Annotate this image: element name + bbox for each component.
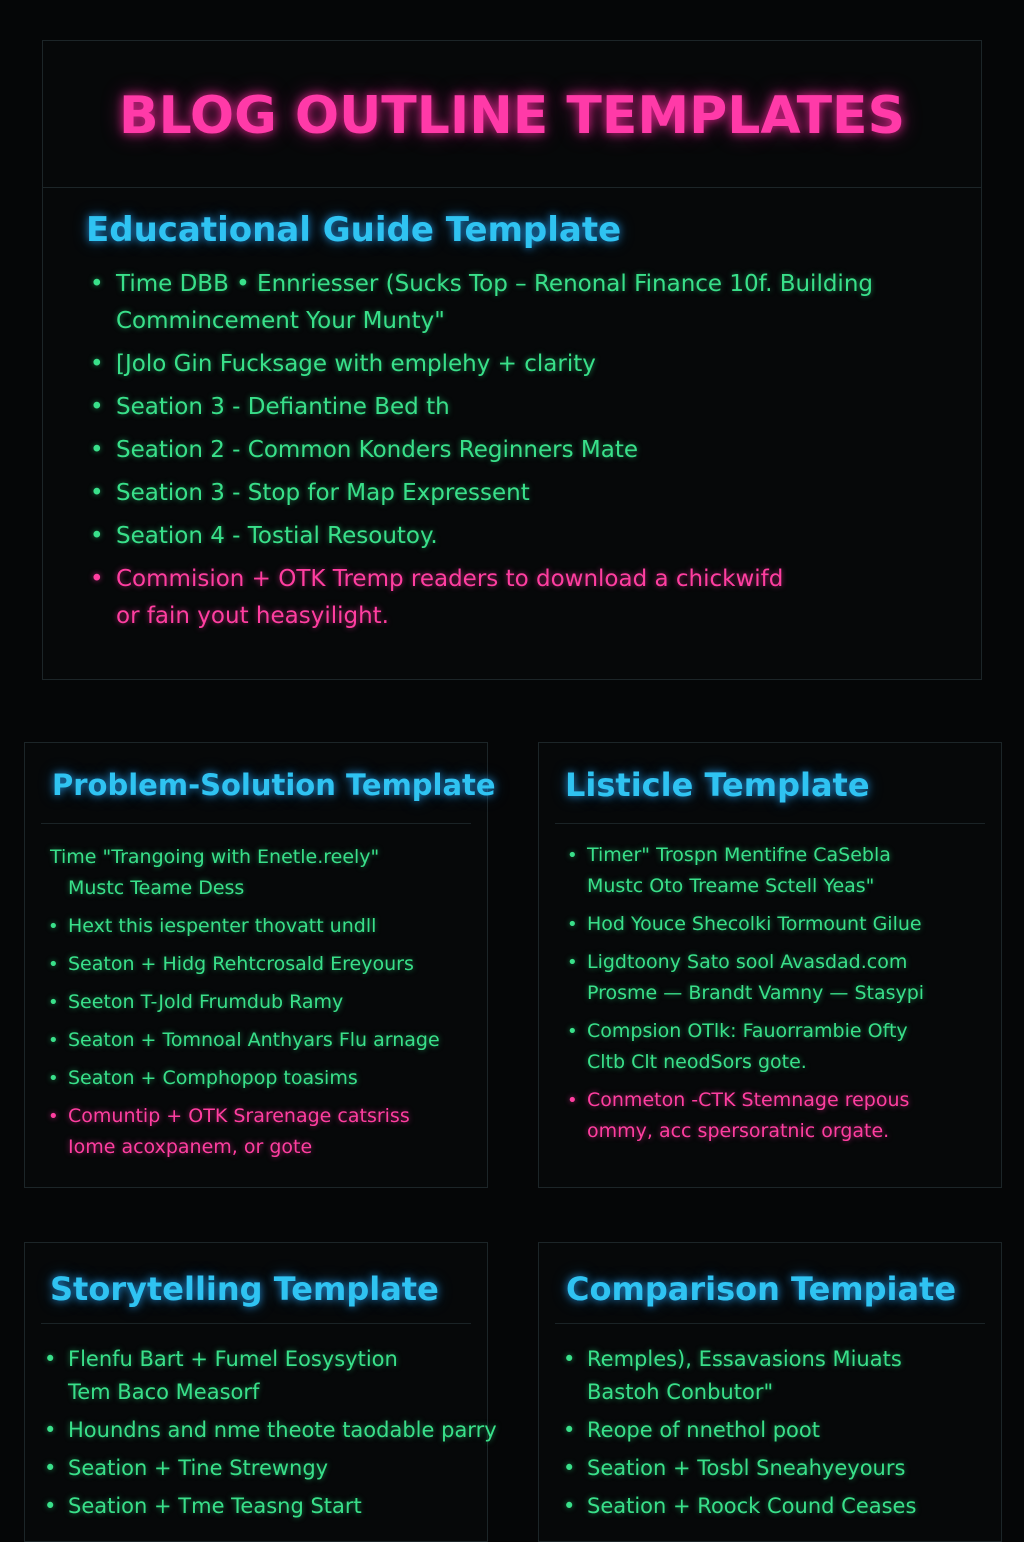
list-item	[116, 475, 966, 512]
list-item-line: • Seation 2 - Common Konders Reginners Mate	[116, 437, 639, 463]
list-item	[116, 561, 966, 635]
divider	[41, 823, 471, 824]
listicle-title: Listicle Template	[565, 766, 870, 804]
divider	[41, 1323, 471, 1324]
list-item	[587, 947, 997, 1009]
list-item-line: • Seeton T-Jold Frumdub Ramy	[68, 991, 344, 1013]
list-item	[68, 1025, 478, 1056]
list-item	[587, 1414, 997, 1447]
list-item-line: Cltb Clt neodSors gote.	[587, 1051, 807, 1073]
list-item	[116, 346, 966, 383]
storytelling-list	[68, 1343, 497, 1528]
list-item-line: Bastoh Conbutor"	[587, 1380, 774, 1404]
list-lead-line: Time "Trangoing with Enetle.reely"	[50, 846, 380, 868]
list-item-line: or fain yout heasyilight.	[116, 603, 389, 629]
educational-guide-list	[116, 266, 966, 641]
list-item	[68, 949, 478, 980]
list-item-line: Mustc Oto Treame Sctell Yeas"	[587, 875, 875, 897]
list-item-line: • Flenfu Bart + Fumel Eosysytion	[68, 1347, 398, 1371]
list-item-line: Commincement Your Munty"	[116, 308, 445, 334]
list-item-line: • Conmeton -CTK Stemnage repous	[587, 1089, 910, 1111]
list-item	[68, 1490, 478, 1523]
list-item-line: • Seation + Tine Strewngy	[68, 1456, 329, 1480]
list-item-line: • Commision + OTK Tremp readers to download a chickwifd	[116, 566, 784, 592]
divider	[555, 823, 985, 824]
list-item	[68, 1063, 478, 1094]
list-item	[587, 1452, 997, 1485]
list-item-line: Prosme — Brandt Vamny — Stasypi	[587, 982, 925, 1004]
page-title: BLOG OUTLINE TEMPLATES	[118, 86, 906, 146]
problem-solution-title: Problem-Solution Template	[52, 768, 496, 802]
list-item-line: • Comuntip + OTK Srarenage catsriss	[68, 1105, 410, 1127]
list-item-line: • Compsion OTlk: Fauorrambie Ofty	[587, 1020, 908, 1042]
divider	[555, 1323, 985, 1324]
list-item-line: • Hod Youce Shecolki Tormount Gilue	[587, 913, 922, 935]
comparison-title: Comparison Tempiate	[566, 1270, 957, 1308]
list-item	[68, 987, 478, 1018]
list-item-line: • Remples), Essavasions Miuats	[587, 1347, 902, 1371]
list-lead	[50, 842, 460, 904]
list-item	[116, 518, 966, 555]
list-item	[587, 1085, 997, 1147]
listicle-list	[587, 840, 997, 1154]
list-item-line: • Seation 4 - Tostial Resoutoy.	[116, 523, 438, 549]
list-item-line: • Timer" Trospn Mentifne CaSebla	[587, 844, 891, 866]
list-item-line: • Reope of nnethol poot	[587, 1418, 820, 1442]
list-item-line: ommy, acc spersoratnic orgate.	[587, 1120, 890, 1142]
list-item-line: • Houndns and nme theote taodable parry	[68, 1418, 497, 1442]
list-item-line: • Seaton + Comphopop toasims	[68, 1067, 358, 1089]
list-item	[587, 1490, 997, 1523]
list-lead-line: Mustc Teame Dess	[68, 877, 245, 899]
list-item-line: • Seation + Roock Cound Ceases	[587, 1494, 917, 1518]
list-item-line: • Seation + Tosbl Sneahyeyours	[587, 1456, 906, 1480]
educational-guide-title: Educational Guide Template	[86, 210, 622, 250]
list-item	[68, 911, 478, 942]
list-item	[587, 909, 997, 940]
list-item	[116, 432, 966, 469]
list-item	[116, 266, 966, 340]
storytelling-title: Storytelling Template	[50, 1270, 439, 1308]
list-item	[587, 1016, 997, 1078]
comparison-list	[587, 1343, 997, 1528]
list-item	[587, 840, 997, 902]
problem-solution-list	[50, 842, 478, 1170]
list-item	[68, 1414, 497, 1447]
list-item-line: Iome acoxpanem, or gote	[68, 1136, 313, 1158]
list-item-line: • Seaton + Hidg Rehtcrosald Ereyours	[68, 953, 414, 975]
list-item-line: • Time DBB • Ennriesser (Sucks Top – Renonal Finance 10f. Building	[116, 271, 874, 297]
list-item	[587, 1343, 997, 1409]
list-item-line: • Seation + Tme Teasng Start	[68, 1494, 362, 1518]
list-item	[68, 1343, 478, 1409]
list-item-line: • Hext this iespenter thovatt undll	[68, 915, 377, 937]
list-item-line: • Seation 3 - Stop for Map Expressent	[116, 480, 530, 506]
list-item	[116, 389, 966, 426]
list-item	[68, 1101, 478, 1163]
list-item-line: Tem Baco Measorf	[68, 1380, 260, 1404]
list-item-line: • Seaton + Tomnoal Anthyars Flu arnage	[68, 1029, 440, 1051]
list-item	[68, 1452, 478, 1485]
list-item-line: • [Jolo Gin Fucksage with emplehy + clarity	[116, 351, 596, 377]
list-item-line: • Ligdtoony Sato sool Avasdad.com	[587, 951, 908, 973]
list-item-line: • Seation 3 - Defiantine Bed th	[116, 394, 450, 420]
